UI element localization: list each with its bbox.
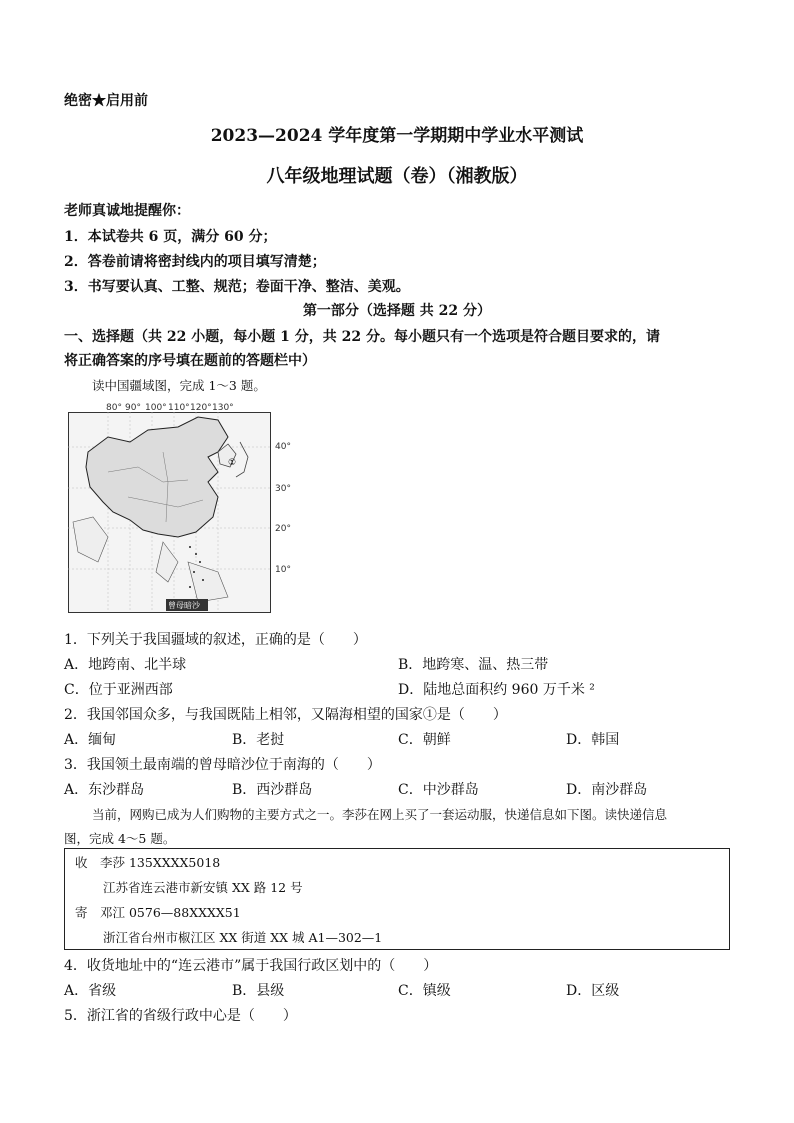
lon-label: 90° <box>125 403 141 413</box>
question-stem: 1．下列关于我国疆域的叙述，正确的是（ ） <box>64 632 367 648</box>
section-instruction: 一、选择题（共 22 小题，每小题 1 分，共 22 分。每小题只有一个选项是符合题目要求的，请 <box>64 329 660 345</box>
recipient: 收 李莎 135XXXX5018 <box>75 855 221 870</box>
passage: 当前，网购已成为人们购物的主要方式之一。李莎在网上买了一套运动服，快递信息如下图。读快递信息 <box>92 807 668 822</box>
notice-item: 3．书写要认真、工整、规范；卷面干净、整洁、美观。 <box>64 279 410 295</box>
recipient-address: 江苏省连云港市新安镇 XX 路 12 号 <box>103 880 303 895</box>
notice-item: 2．答卷前请将密封线内的项目填写清楚； <box>64 254 326 270</box>
lon-label: 110° <box>168 403 190 413</box>
lon-label: 80° <box>106 403 122 413</box>
question-stem: 3．我国领土最南端的曾母暗沙位于南海的（ ） <box>64 757 381 773</box>
confidential-mark: 绝密★启用前 <box>64 93 148 109</box>
option[interactable]: C．中沙群岛 <box>398 782 479 798</box>
option[interactable]: D．韩国 <box>566 732 620 748</box>
option[interactable]: C．镇级 <box>398 983 451 999</box>
notice-item: 1．本试卷共 6 页，满分 60 分； <box>64 229 277 245</box>
sender: 寄 邓江 0576—88XXXX51 <box>75 905 241 920</box>
notice-heading: 老师真诚地提醒你： <box>64 203 190 219</box>
china-territory-map <box>68 412 290 614</box>
lat-label: 20° <box>275 524 291 534</box>
option[interactable]: B．老挝 <box>232 732 285 748</box>
option[interactable]: B．县级 <box>232 983 285 999</box>
option[interactable]: A．地跨南、北半球 <box>64 657 187 673</box>
option[interactable]: D．陆地总面积约 960 万千米 ² <box>398 682 595 698</box>
option[interactable]: A．缅甸 <box>64 732 117 748</box>
option[interactable]: A．省级 <box>64 983 117 999</box>
option[interactable]: D．南沙群岛 <box>566 782 648 798</box>
map-intro: 读中国疆域图，完成 1～3 题。 <box>92 378 266 393</box>
exam-subtitle: 八年级地理试题（卷）（湘教版） <box>266 166 528 187</box>
lat-label: 40° <box>275 442 291 452</box>
marker-label: ① <box>228 458 237 468</box>
lat-label: 10° <box>275 565 291 575</box>
option[interactable]: B．地跨寒、温、热三带 <box>398 657 549 673</box>
shipping-info-box <box>64 848 730 950</box>
question-stem: 4．收货地址中的“连云港市”属于我国行政区划中的（ ） <box>64 958 438 974</box>
island-label: 曾母暗沙 <box>168 601 200 610</box>
section-title: 第一部分（选择题 共 22 分） <box>302 303 492 319</box>
lat-label: 30° <box>275 484 291 494</box>
passage: 图，完成 4～5 题。 <box>64 831 176 846</box>
lon-label: 100° <box>145 403 167 413</box>
option[interactable]: C．朝鲜 <box>398 732 451 748</box>
option[interactable]: C．位于亚洲西部 <box>64 682 173 698</box>
lon-label: 120° <box>190 403 212 413</box>
question-stem: 2．我国邻国众多，与我国既陆上相邻，又隔海相望的国家①是（ ） <box>64 707 507 723</box>
option[interactable]: D．区级 <box>566 983 620 999</box>
section-instruction: 将正确答案的序号填在题前的答题栏中） <box>64 353 316 369</box>
option[interactable]: B．西沙群岛 <box>232 782 313 798</box>
sender-address: 浙江省台州市椒江区 XX 街道 XX 城 A1—302—1 <box>103 930 383 945</box>
option[interactable]: A．东沙群岛 <box>64 782 145 798</box>
lon-label: 130° <box>212 403 234 413</box>
exam-title: 2023—2024 学年度第一学期期中学业水平测试 <box>210 126 584 146</box>
question-stem: 5．浙江省的省级行政中心是（ ） <box>64 1008 297 1024</box>
